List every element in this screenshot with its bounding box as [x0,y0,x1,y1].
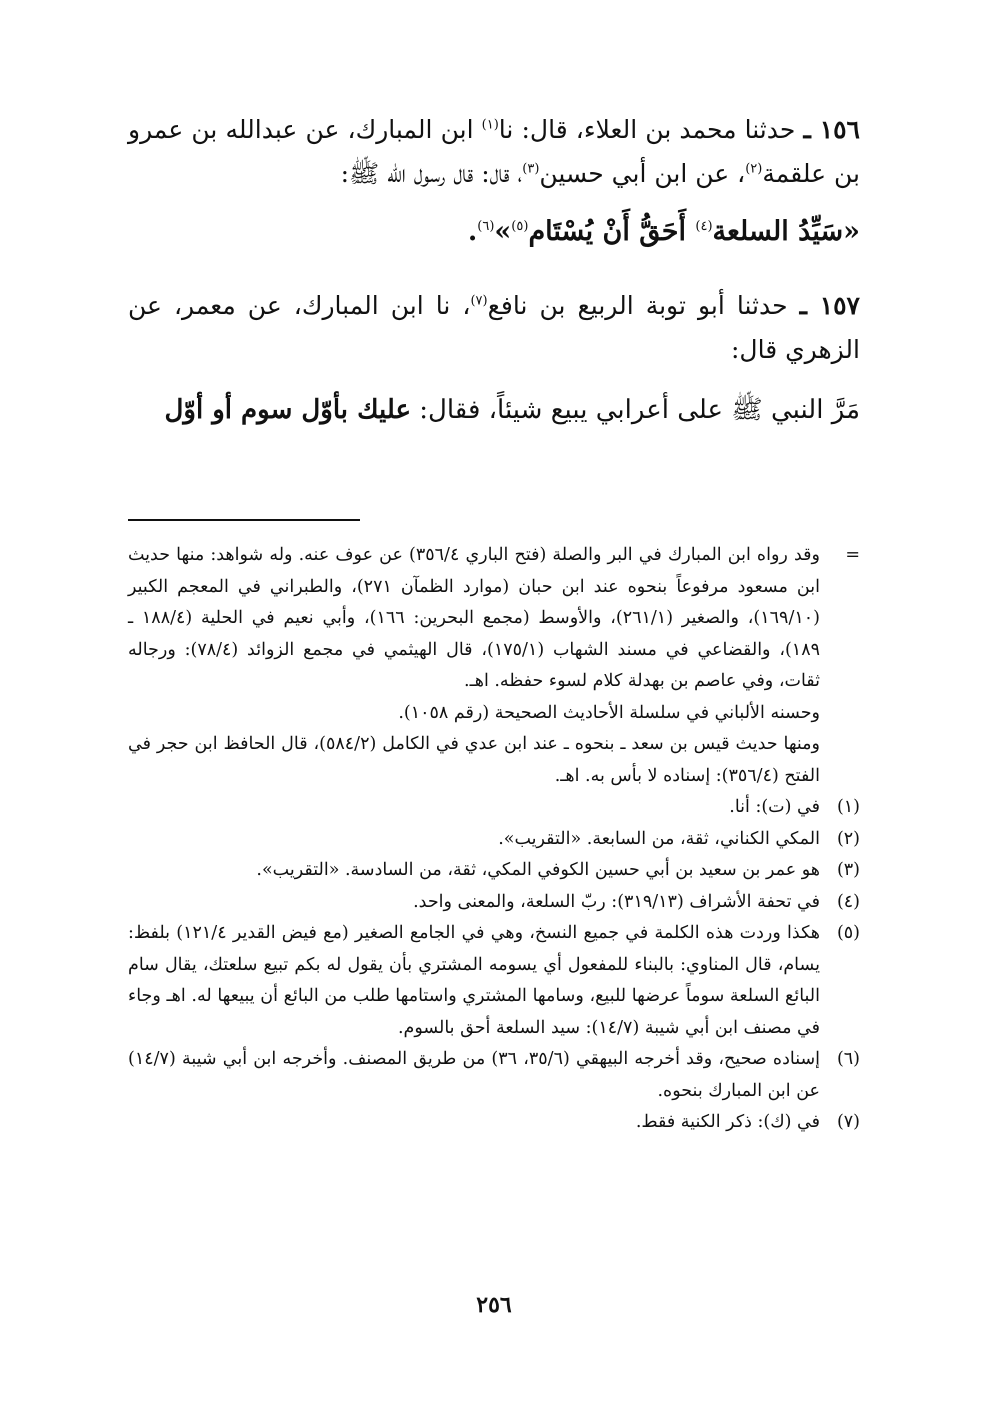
footnote-text: وقد رواه ابن المبارك في البر والصلة (فتح الباري ٣٥٦/٤) عن عوف عنه. وله شواهد: منها حديث ابن مسعود مرفوعاً بنحوه عند ابن حبان (موارد الظمآن ٢٧١)، والطبراني في المعجم الكبير (١٦٩/١٠)، والصغير (٢٦١/١)، والأوسط (مجمع البحرين: ١٦٦)، وأبي نعيم في الحلية (١٨٨/٤ ـ ١٨٩)، والقضاعي في مسند الشهاب (١٧٥/١)، قال الهيثمي في مجمع الزوائد (٧٨/٤): ورجاله ثقات، وفي عاصم بن بهدلة كلام لسوء حفظه. اهـ. [128,545,820,691]
footnote-3 [128,855,860,887]
footnote-marker: = [845,545,860,565]
hadith-156-text: «سَيِّدُ السلعة$^{(٤)}$ أَحَقُّ أَنْ يُسْتَام$^{(٥)}$»$^{(٦)}$. [467,216,860,247]
footnote-text: هكذا وردت هذه الكلمة في جميع النسخ، وهي في الجامع الصغير (مع فيض القدير ١٢١/٤) بلفظ: يسام، قال المناوي: بالبناء للمفعول أي يسومه المشتري بأن يقول له بكم تبيع سلعتك، يقال سام البائع السلعة سوماً عرضها للبيع، وسامها المشتري واستامها طلب من البائع أن يبيعها له. اهـ وجاء في مصنف ابن أبي شيبة (١٤/٧): سيد السلعة أحق بالسوم. [128,923,820,1038]
footnote-ref[interactable]: (١) [481,117,499,133]
footnote-marker: (٦) [836,1049,860,1069]
footnotes [128,540,860,1139]
footnote-ref[interactable]: (٥) [511,219,529,234]
footnote-marker: (٢) [836,828,860,849]
footnote-text: ومنها حديث قيس بن سعد ـ بنحوه ـ عند ابن عدي في الكامل (٥٨٤/٢)، قال الحافظ ابن حجر في الفتح (٣٥٦/٤): إسناده لا بأس به. اهـ. [128,734,820,786]
footnote-text: إسناده صحيح، وقد أخرجه البيهقي (٣٥/٦، ٣٦) من طريق المصنف. وأخرجه ابن أبي شيبة (١٤/٧) عن ابن المبارك بنحوه. [128,1049,821,1101]
footnote-marker: (٤) [836,891,860,912]
footnote-ref[interactable]: (٤) [695,219,713,234]
footnote-marker: (٧) [836,1112,860,1132]
footnote-1 [128,792,860,824]
footnote-7 [128,1107,860,1139]
footnote-marker: (١) [836,797,860,817]
footnote-ref[interactable]: (٢) [745,161,763,177]
footnote-text: في تحفة الأشراف (٣١٩/١٣): ربّ السلعة، والمعنى واحد. [413,891,820,912]
hadith-number: ١٥٧ ـ [799,291,860,320]
footnote-text: المكي الكناني، ثقة، من السابعة. «التقريب». [498,828,820,849]
hadith-157: ١٥٧ ـ حدثنا أبو توبة الربيع بن نافع$^{(٧)}$، نا ابن المبارك، عن معمر، عن الزهري قال: [128,291,860,364]
hadith-156: ١٥٦ ـ حدثنا محمد بن العلاء، قال: نا$^{(١)}$ ابن المبارك، عن عبدالله بن عمرو بن علقمة$^{(٢)}$، عن ابن أبي حسين$^{(٣)}$، قال: قال رسول الله ﷺ: [128,115,860,188]
footnote-text: في (ت): أنا. [729,797,820,817]
footnote-text: وحسنه الألباني في سلسلة الأحاديث الصحيحة (رقم ١٠٥٨). [398,702,820,723]
footnote-marker: (٥) [836,923,860,943]
footnote-4 [128,887,860,919]
footnote-line [128,698,860,730]
footnote-ref[interactable]: (٣) [522,161,540,177]
main-text [128,108,860,432]
footnote-ref[interactable]: (٦) [477,219,495,234]
footnote-line [128,729,860,792]
page-number: ٢٥٦ [476,1292,512,1318]
footnote-6 [128,1044,860,1107]
footnote-ref[interactable]: (٧) [470,293,488,309]
hadith-number: ١٥٦ ـ [803,115,860,144]
footnote-separator [128,519,360,521]
hadith-157-text: مَرَّ النبي ﷺ على أعرابي يبيع شيئاً، فقال: عليك بأوّل سوم أو أوّل [164,395,860,425]
footnote-marker: (٣) [836,860,860,880]
footnote-2 [128,824,860,856]
footnote-continuation [128,540,860,698]
footnote-text: في (ك): ذكر الكنية فقط. [635,1112,820,1132]
footnote-text: هو عمر بن سعيد بن أبي حسين الكوفي المكي، ثقة، من السادسة. «التقريب». [256,860,820,880]
footnote-5 [128,918,860,1044]
